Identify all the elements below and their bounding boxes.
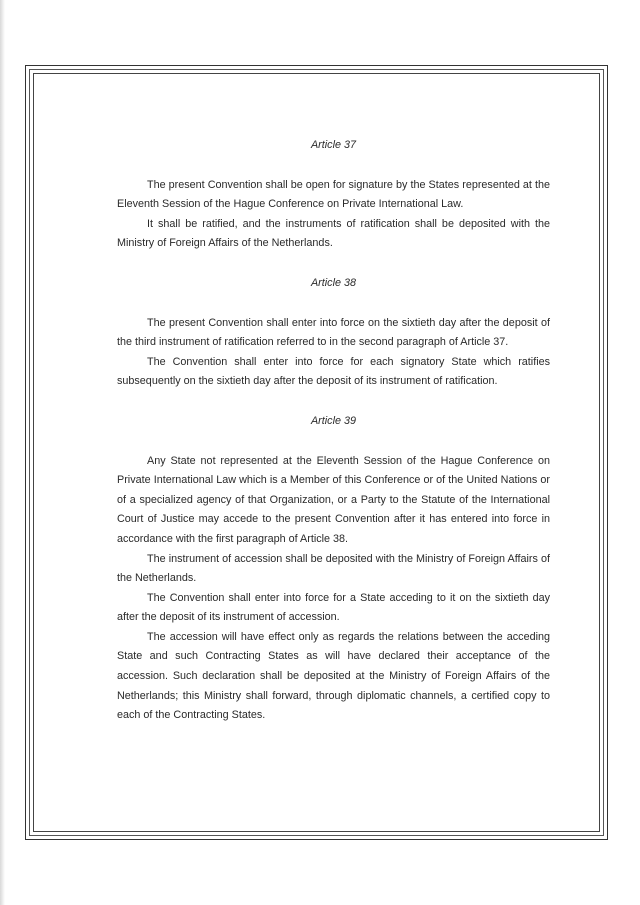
article-paragraph: The instrument of accession shall be deposited with the Ministry of Foreign Affairs of the Netherlands. [117,552,550,585]
article-paragraph: The Convention shall enter into force for a State acceding to it on the sixtieth day after the deposit of its instrument of accession. [117,591,550,624]
article-heading: Article 37 [310,139,356,151]
page-edge-shadow [0,0,5,905]
article-paragraph: The Convention shall enter into force for each signatory State which ratifies subsequently on the sixtieth day after the deposit of its instrument of ratification. [117,355,550,388]
document-body [117,136,550,726]
article-paragraph: The present Convention shall enter into force on the sixtieth day after the deposit of the third instrument of ratification referred to in the second paragraph of Article 37. [117,316,550,349]
article-37 [117,136,550,254]
article-38 [117,274,550,392]
article-paragraph: The present Convention shall be open for signature by the States represented at the Eleventh Session of the Hague Conference on Private International Law. [117,178,550,211]
article-paragraph: It shall be ratified, and the instruments of ratification shall be deposited with the Ministry of Foreign Affairs of the Netherlands. [117,217,550,250]
article-paragraph: The accession will have effect only as regards the relations between the acceding State and such Contracting States as will have declared their acceptance of the accession. Such declaration shall be deposited at the Ministry of Foreign Affairs of the Netherlands; this Ministry shall forward, through diplomatic channels, a certified copy to each of the Contracting States. [117,630,550,722]
article-paragraph: Any State not represented at the Eleventh Session of the Hague Conference on Private International Law which is a Member of this Conference or of the United Nations or of a specialized agency of that Organization, or a Party to the Statute of the International Court of Justice may accede to the present Convention after it has entered into force in accordance with the first paragraph of Article 38. [117,454,550,545]
article-39 [117,412,550,726]
article-heading: Article 38 [310,276,356,289]
article-heading: Article 39 [310,414,356,427]
